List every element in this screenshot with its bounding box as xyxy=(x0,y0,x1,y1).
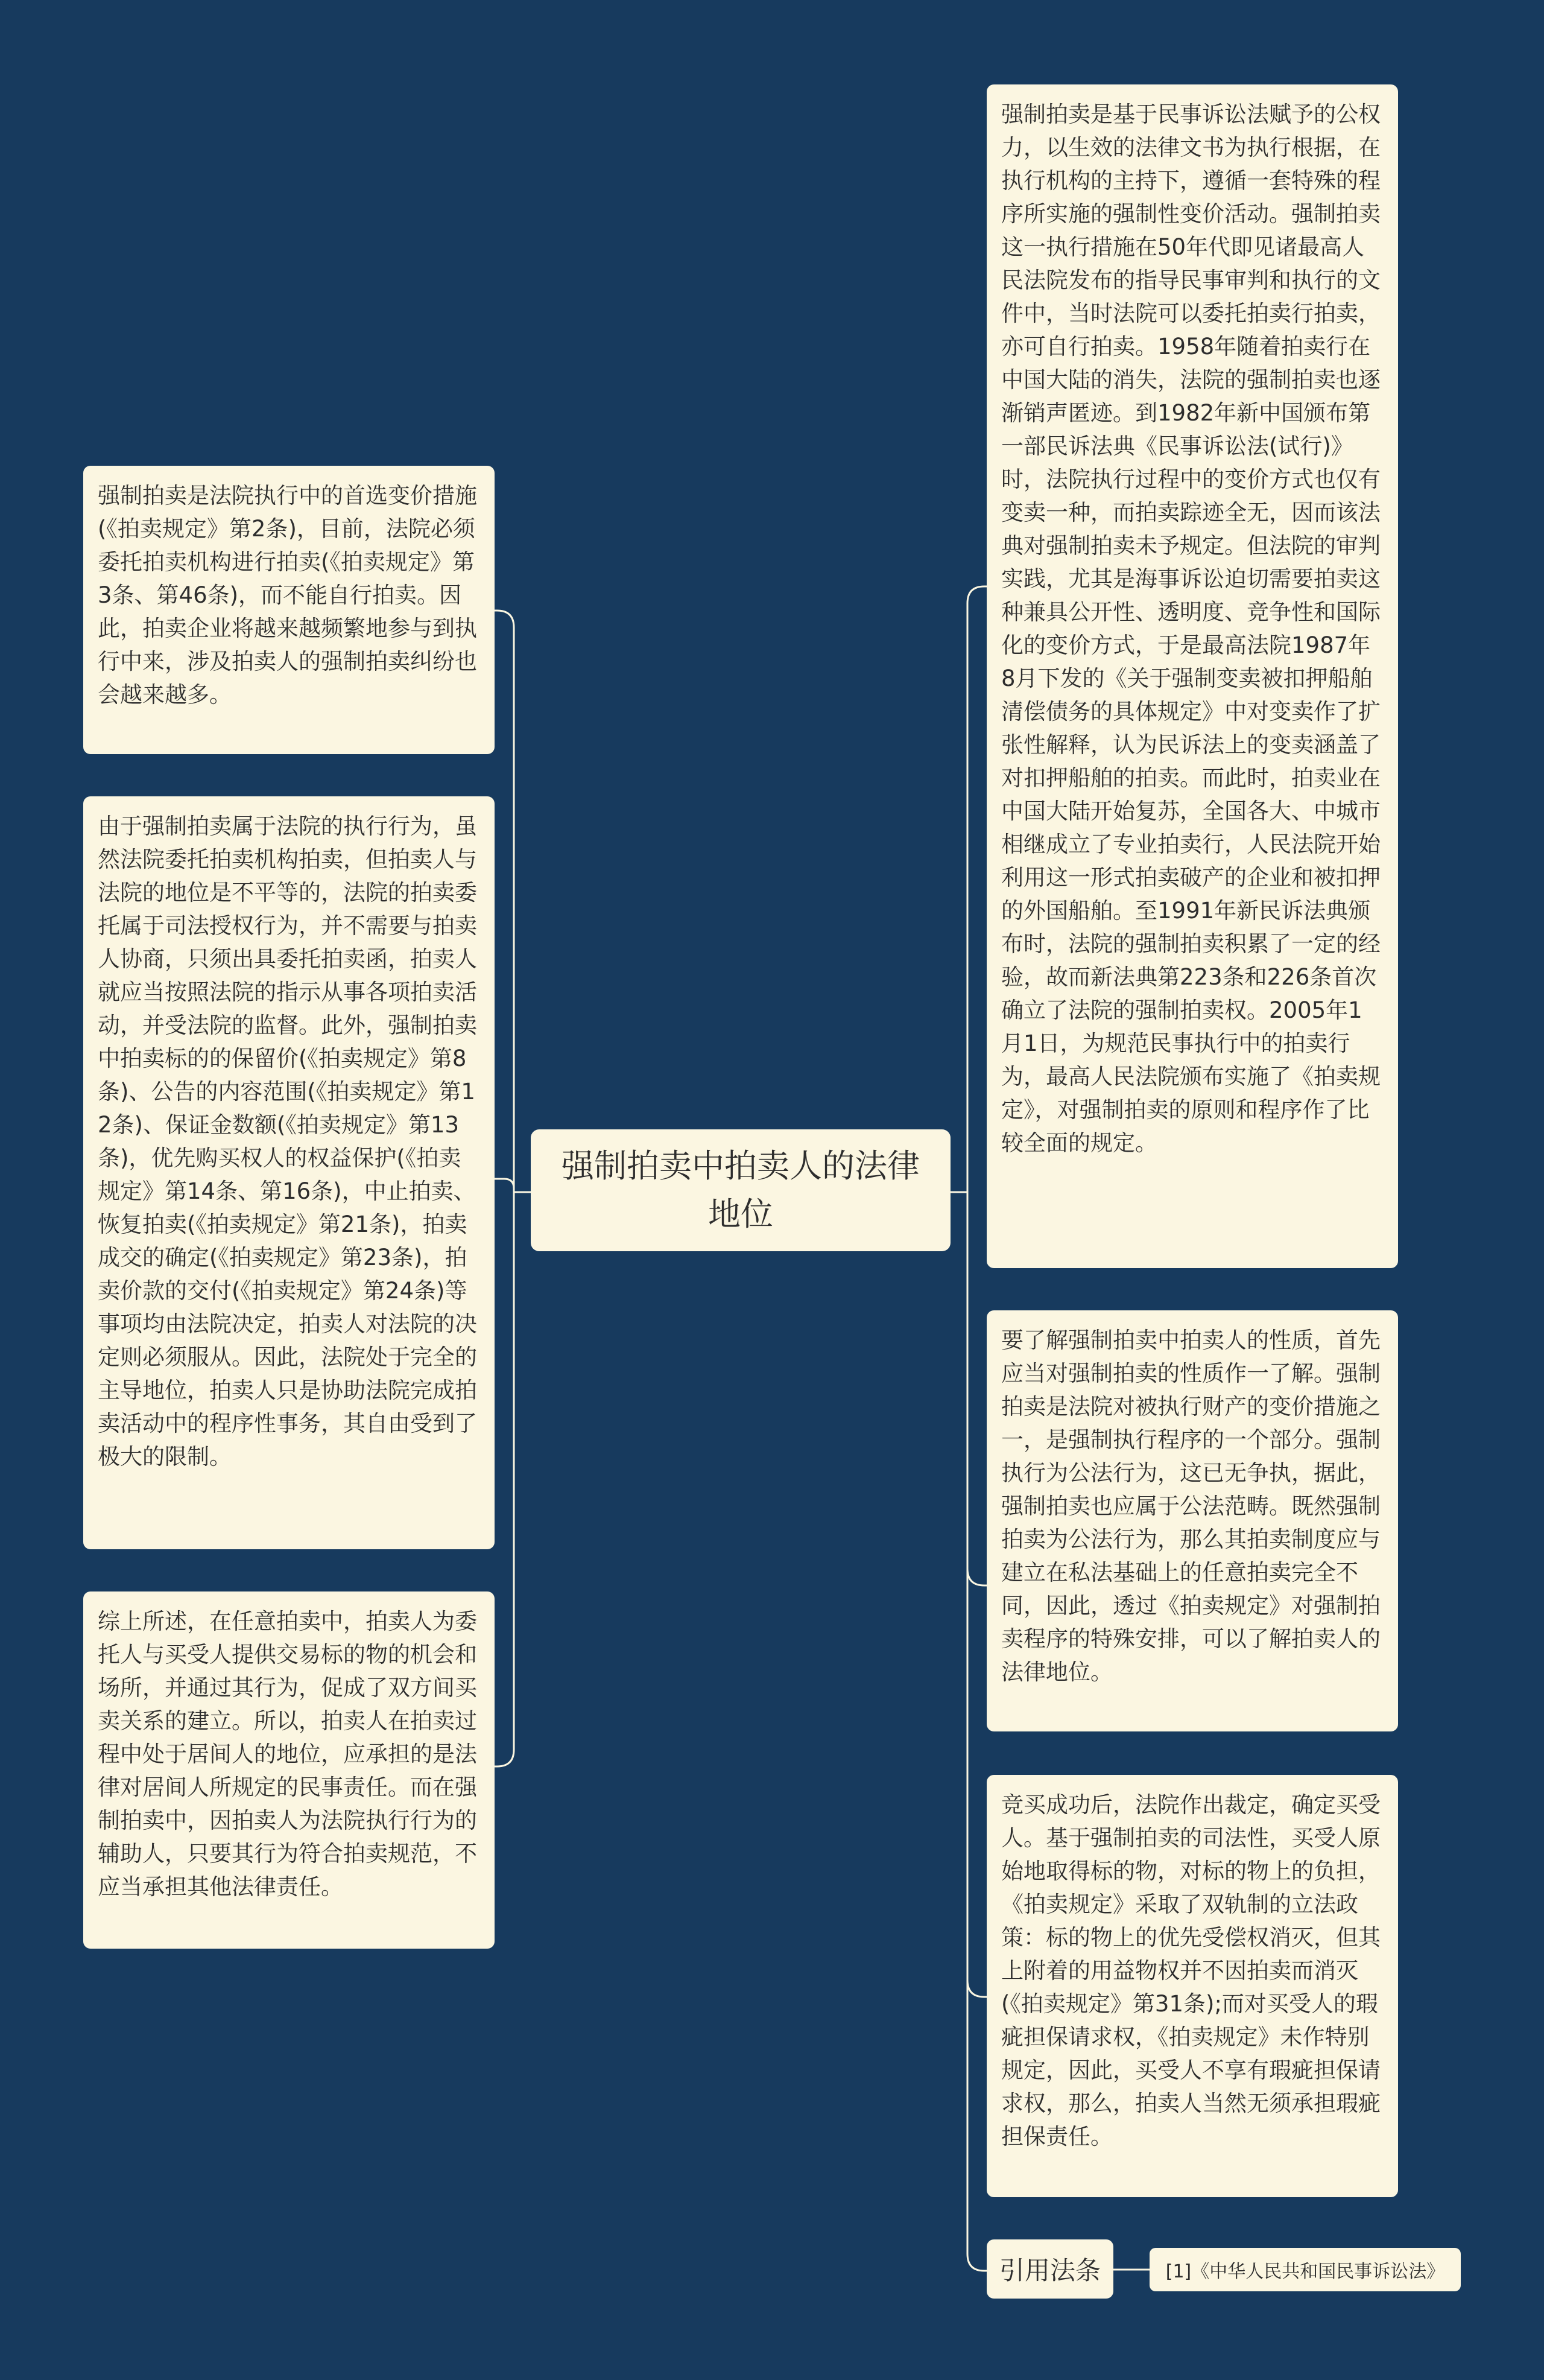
left-node-1-text: 强制拍卖是法院执行中的首选变价措施(《拍卖规定》第2条)，目前，法院必须委托拍卖机构进行拍卖(《拍卖规定》第3条、第46条)，而不能自行拍卖。因此，拍卖企业将越来越频繁地参与到执行中来，涉及拍卖人的强制拍卖纠纷也会越来越多。 xyxy=(98,483,477,708)
right-node-2[interactable] xyxy=(987,1310,1398,1731)
connector-left-1 xyxy=(495,611,531,1192)
left-node-3-text: 综上所述，在任意拍卖中，拍卖人为委托人与买受人提供交易标的物的机会和场所，并通过其行为，促成了双方间买卖关系的建立。所以，拍卖人在拍卖过程中处于居间人的地位，应承担的是法律对居间人所规定的民事责任。而在强制拍卖中，因拍卖人为法院执行行为的辅助人，只要其行为符合拍卖规范，不应当承担其他法律责任。 xyxy=(98,1608,477,1900)
right-node-3[interactable] xyxy=(987,1775,1398,2197)
connector-left-2 xyxy=(495,1179,514,1192)
right-node-1[interactable] xyxy=(987,84,1398,1268)
right-node-2-text: 要了解强制拍卖中拍卖人的性质，首先应当对强制拍卖的性质作一了解。强制拍卖是法院对被执行财产的变价措施之一，是强制执行程序的一个部分。强制执行为公法行为，这已无争执，据此，强制拍卖也应属于公法范畴。既然强制拍卖为公法行为，那么其拍卖制度应与建立在私法基础上的任意拍卖完全不同，因此，透过《拍卖规定》对强制拍卖程序的特殊安排，可以了解拍卖人的法律地位。 xyxy=(1001,1327,1381,1685)
connector-right-2 xyxy=(967,1192,987,1585)
left-node-2-text: 由于强制拍卖属于法院的执行行为，虽然法院委托拍卖机构拍卖，但拍卖人与法院的地位是不平等的，法院的拍卖委托属于司法授权行为，并不需要与拍卖人协商，只须出具委托拍卖函，拍卖人就应当按照法院的指示从事各项拍卖活动，并受法院的监督。此外，强制拍卖中拍卖标的的保留价(《拍卖规定》第8条)、公告的内容范围(《拍卖规定》第12条)、保证金数额(《拍卖规定》第13条)，优先购买权人的权益保护(《拍卖规定》第14条、第16条)，中止拍卖、恢复拍卖(《拍卖规定》第21条)，拍卖成交的确定(《拍卖规定》第23条)，拍卖价款的交付(《拍卖规定》第24条)等事项均由法院决定，拍卖人对法院的决定则必须服从。因此，法院处于完全的主导地位，拍卖人只是协助法院完成拍卖活动中的程序性事务，其自由受到了极大的限制。 xyxy=(98,813,477,1470)
left-node-3[interactable] xyxy=(83,1591,495,1949)
left-node-1[interactable] xyxy=(83,466,495,754)
citation-reference[interactable] xyxy=(1150,2248,1461,2291)
right-node-3-text: 竞买成功后，法院作出裁定，确定买受人。基于强制拍卖的司法性，买受人原始地取得标的物，对标的物上的负担，《拍卖规定》采取了双轨制的立法政策：标的物上的优先受偿权消灭，但其上附着的用益物权并不因拍卖而消灭(《拍卖规定》第31条);而对买受人的瑕疵担保请求权，《拍卖规定》未作特别规定，因此，买受人不享有瑕疵担保请求权，那么，拍卖人当然无须承担瑕疵担保责任。 xyxy=(1001,1792,1381,2150)
citation-node-label: 引用法条 xyxy=(999,2256,1101,2285)
connector-right-4 xyxy=(967,1192,987,2271)
right-node-1-text: 强制拍卖是基于民事诉讼法赋予的公权力，以生效的法律文书为执行根据，在执行机构的主持下，遵循一套特殊的程序所实施的强制性变价活动。强制拍卖这一执行措施在50年代即见诸最高人民法院发布的指导民事审判和执行的文件中，当时法院可以委托拍卖行拍卖，亦可自行拍卖。1958年随着拍卖行在中国大陆的消失，法院的强制拍卖也逐渐销声匿迹。到1982年新中国颁布第一部民诉法典《民事诉讼法(试行)》时，法院执行过程中的变价方式也仅有变卖一种，而拍卖踪迹全无，因而该法典对强制拍卖未予规定。但法院的审判实践，尤其是海事诉讼迫切需要拍卖这种兼具公开性、透明度、竞争性和国际化的变价方式，于是最高法院1987年8月下发的《关于强制变卖被扣押船舶清偿债务的具体规定》中对变卖作了扩张性解释，认为民诉法上的变卖涵盖了对扣押船舶的拍卖。而此时，拍卖业在中国大陆开始复苏，全国各大、中城市相继成立了专业拍卖行，人民法院开始利用这一形式拍卖破产的企业和被扣押的外国船舶。至1991年新民诉法典颁布时，法院的强制拍卖积累了一定的经验，故而新法典第223条和226条首次确立了法院的强制拍卖权。2005年1月1日，为规范民事执行中的拍卖行为，最高人民法院颁布实施了《拍卖规定》，对强制拍卖的原则和程序作了比较全面的规定。 xyxy=(1001,101,1381,1156)
connector-left-3 xyxy=(495,1192,514,1766)
left-node-2[interactable] xyxy=(83,796,495,1549)
citation-node[interactable] xyxy=(987,2239,1113,2299)
connector-right-3 xyxy=(967,1192,987,1997)
center-topic-label: 强制拍卖中拍卖人的法律地位 xyxy=(562,1147,920,1233)
connector-right-1 xyxy=(967,586,987,1192)
citation-reference-text: [1]《中华人民共和国民事诉讼法》 xyxy=(1165,2261,1445,2282)
center-topic[interactable] xyxy=(531,1129,951,1251)
